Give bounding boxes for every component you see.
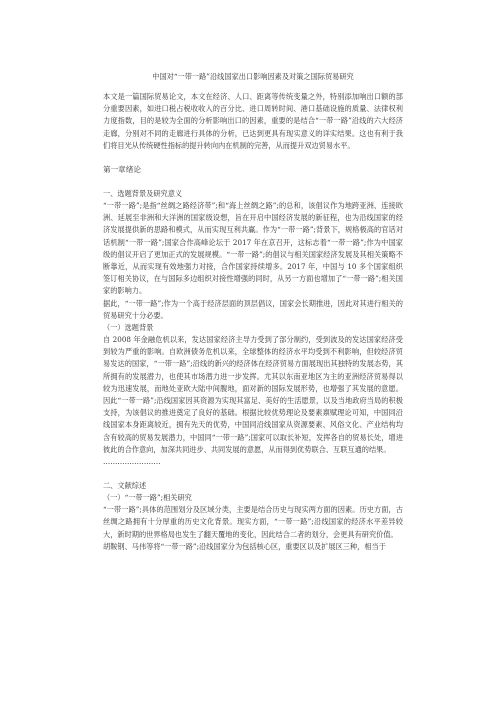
spacer <box>103 152 403 164</box>
subsection-heading: （一）“一带一路”;相关研究 <box>103 493 192 503</box>
body-paragraph: 胡鞍钢、马伟等将“一带一路”;沿线国家分为包括核心区，重要区以及扩展区三种，相当于 <box>103 541 386 551</box>
ellipsis-line: …………………… <box>103 457 161 467</box>
body-paragraph: “一带一路”;是指“丝绸之路经济带”;和“海上丝绸之路”;的总和，该倡议作为地跨亚洲、连接欧洲、延展至非洲和大洋洲的国家级设想，旨在开启中国经济发展的新征程，也为沿线国家的经济发展提供新的思路和模式，从而实现互利共赢。作为“一带一路”;背景下，规格极高的官话对话机制“一带一路”;国家合作高峰论坛于 2017 年在京召开，这标志着“一带一路”;作为中国家级的倡议开启了更加正式的发展规模。“一带一路”;的倡议与相关国家经济发展及其相关策略不断靠近，从而实现有效地强力对接，合作国家持续增多。2017 年，中国与 10 多个国家组织签订相关协议，在与国际多边组织对接性增强的同时，从另一方面也增加了“一带一路”;相关国家的影响力。 <box>103 201 403 296</box>
section-heading: 一、选题背景及研究意义 <box>103 189 183 199</box>
body-paragraph: “一带一路”;具体的范围划分及区域分类，主要是结合历史与现实两方面的因素。历史方面，古丝绸之路拥有十分厚重的历史文化背景。现实方面，“一带一路”;沿线国家的经济水平差异较大，新时期的世界格局也发生了翻天覆地的变化，因此结合二者的划分，会更具有研究价值。 <box>103 505 403 539</box>
document-title: 中国对“一带一路”沿线国家出口影响因素及对策之国际贸易研究 <box>152 72 354 81</box>
subsection-heading: （一）选题背景 <box>103 323 154 333</box>
abstract-paragraph: 本文是一篇国际贸易论文，本文在经济、人口、距离等传统变量之外，特别添加响出口额的部分重要因素，如进口税占税收收入的百分比、进口周转时间、港口基础设施的质量、法律权利力度指数，目的是较为全面的分析影响出口的因素，重要的是结合“一带一路”沿线的六大经济走廊，分别对不同的走廊进行具体的分析，已达到更具有现实意义的详实结果。这也有利于我们将目光从传统硬性指标的提升转向内在机制的完善，从而提升双边贸易水平。 <box>103 92 403 150</box>
chapter-heading: 第一章绪论 <box>103 165 141 175</box>
section-heading: 二、文献综述 <box>103 481 147 491</box>
body-paragraph: 自 2008 年金融危机以来，发达国家经济主导力受到了部分制约，受到波及的发达国家经济受到较为严重的影响。自欧洲债务危机以来，全球整体的经济水平均受到不利影响，但较经济贸易发达的国家，“一带一路”;沿线的新兴的经济体在经济贸易方面展现出其独特的发展态势，其所拥有的发展潜力，也使其市场潜力进一步发挥。尤其以东南亚地区为主的亚洲经济贸易得以较为迅速发展，而地处亚欧大陆中间腹地，面对新的国际发展形势，也增强了其发展的意愿。因此“一带一路”;沿线国家因其资源为实现其富足、美好的生活愿景，以及当地政府当局的积极支持，为该倡议的推进奠定了良好的基础。根据比较优势理论及要素禀赋理论可知，中国同沿线国家本身距离较近，拥有先天的优势，中国同沿线国家从资源要素、风俗文化、产业结构均含有较高的贸易发展潜力，中国同“一带一路”;国家可以取长补短，发挥各自的贸易长处，增进彼此的合作意向，加深共同进步、共同发展的意愿，从而得到优势联合、互联互通的结果。 <box>103 335 403 454</box>
spacer <box>103 176 403 188</box>
body-paragraph: 据此，“一带一路”;作为一个高于经济层面的顶层倡议，国家会长期推进，因此对其进行相关的贸易研究十分必要。 <box>103 298 403 320</box>
spacer <box>103 468 403 480</box>
document-page <box>103 60 403 553</box>
